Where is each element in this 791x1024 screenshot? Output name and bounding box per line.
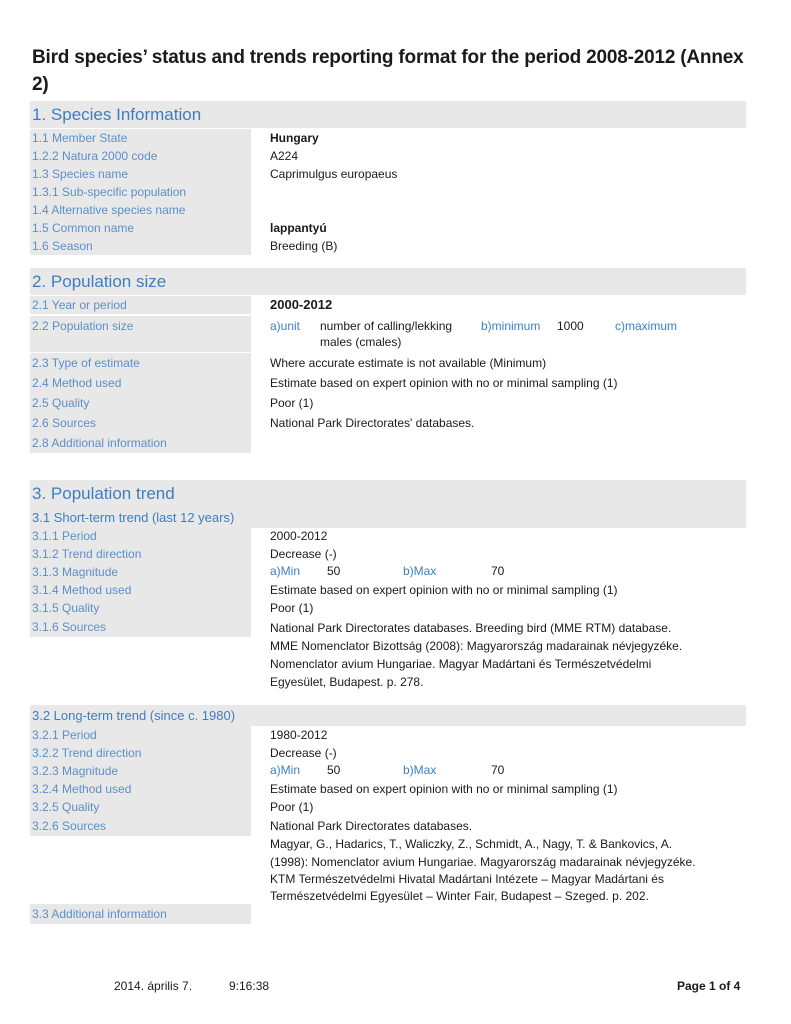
value-long-sources-line-5: Természetvédelmi Egyesület – Winter Fair, Budapest – Szeged. p. 202. (270, 889, 649, 903)
value-long-quality: Poor (1) (270, 800, 314, 814)
label-short-sources: 3.1.6 Sources (30, 617, 251, 637)
population-max-label: c)maximum (615, 319, 677, 333)
label-short-method-used: 3.1.4 Method used (30, 581, 251, 599)
label-season: 1.6 Season (30, 237, 251, 255)
long-magnitude-min-value: 50 (327, 763, 341, 777)
label-sources: 2.6 Sources (30, 413, 251, 433)
value-short-sources-line-2: MME Nomenclator Bizottság (2008): Magyarország madarainak névjegyzéke. (270, 639, 683, 653)
value-long-period: 1980-2012 (270, 728, 328, 742)
label-trend-additional-information: 3.3 Additional information (30, 904, 251, 924)
value-natura-code: A224 (270, 149, 299, 163)
label-species-name: 1.3 Species name (30, 165, 251, 183)
population-min-label: b)minimum (481, 319, 541, 333)
label-member-state: 1.1 Member State (30, 129, 251, 147)
value-short-sources-line-1: National Park Directorates databases. Breeding bird (MME RTM) database. (270, 621, 672, 635)
value-long-sources-line-3: (1998): Nomenclator avium Hungariae. Magyarország madarainak névjegyzéke. (270, 855, 696, 869)
label-short-period: 3.1.1 Period (30, 527, 251, 545)
value-short-method-used: Estimate based on expert opinion with no or minimal sampling (1) (270, 583, 618, 597)
value-short-trend-direction: Decrease (-) (270, 547, 337, 561)
label-short-magnitude: 3.1.3 Magnitude (30, 563, 251, 581)
value-type-of-estimate: Where accurate estimate is not available (Minimum) (270, 356, 547, 370)
label-subspecific-population: 1.3.1 Sub-specific population (30, 183, 251, 201)
value-long-method-used: Estimate based on expert opinion with no or minimal sampling (1) (270, 782, 618, 796)
short-magnitude-max-value: 70 (491, 564, 505, 578)
section-heading-population-trend: 3. Population trend (30, 480, 746, 507)
short-magnitude-max-label: b)Max (403, 564, 437, 578)
population-unit-label: a)unit (270, 319, 301, 333)
value-season: Breeding (B) (270, 239, 338, 253)
label-method-used: 2.4 Method used (30, 373, 251, 393)
footer-page-number: Page 1 of 4 (677, 979, 741, 993)
value-long-trend-direction: Decrease (-) (270, 746, 337, 760)
value-method-used: Estimate based on expert opinion with no or minimal sampling (1) (270, 376, 618, 390)
label-year-or-period: 2.1 Year or period (30, 296, 251, 314)
short-magnitude-min-value: 50 (327, 564, 341, 578)
label-long-quality: 3.2.5 Quality (30, 798, 251, 816)
population-unit-value-line2: males (cmales) (320, 335, 402, 349)
value-long-sources-line-2: Magyar, G., Hadarics, T., Waliczky, Z., Schmidt, A., Nagy, T. & Bankovics, A. (270, 837, 673, 851)
value-long-sources-line-4: KTM Természetvédelmi Hivatal Madártani Intézete – Magyar Madártani és (270, 872, 664, 886)
label-natura-code: 1.2.2 Natura 2000 code (30, 147, 251, 165)
section-heading-population-size: 2. Population size (30, 268, 746, 295)
value-short-sources-line-4: Egyesület, Budapest. p. 278. (270, 675, 424, 689)
long-magnitude-min-label: a)Min (270, 763, 301, 777)
value-long-sources-line-1: National Park Directorates databases. (270, 819, 473, 833)
footer-date: 2014. április 7. (114, 979, 193, 993)
population-unit-value-line1: number of calling/lekking (320, 319, 453, 333)
value-short-quality: Poor (1) (270, 601, 314, 615)
label-quality: 2.5 Quality (30, 393, 251, 413)
page-title: Bird species’ status and trends reporting format for the period 2008-2012 (Annex 2) (32, 47, 744, 95)
label-long-method-used: 3.2.4 Method used (30, 780, 251, 798)
value-year-or-period: 2000-2012 (270, 297, 333, 312)
population-min-value: 1000 (557, 319, 584, 333)
label-short-quality: 3.1.5 Quality (30, 599, 251, 617)
value-common-name: lappantyú (270, 221, 327, 235)
label-long-magnitude: 3.2.3 Magnitude (30, 762, 251, 780)
subsection-heading-long-term-trend: 3.2 Long-term trend (since c. 1980) (30, 705, 746, 726)
label-long-period: 3.2.1 Period (30, 726, 251, 744)
label-population-size: 2.2 Population size (30, 316, 251, 352)
value-sources: National Park Directorates' databases. (270, 416, 475, 430)
label-long-sources: 3.2.6 Sources (30, 816, 251, 836)
label-type-of-estimate: 2.3 Type of estimate (30, 353, 251, 373)
label-additional-information: 2.8 Additional information (30, 433, 251, 453)
value-short-period: 2000-2012 (270, 529, 328, 543)
label-common-name: 1.5 Common name (30, 219, 251, 237)
long-magnitude-max-value: 70 (491, 763, 505, 777)
label-long-trend-direction: 3.2.2 Trend direction (30, 744, 251, 762)
section-heading-species-information: 1. Species Information (30, 101, 746, 128)
label-alternative-species-name: 1.4 Alternative species name (30, 201, 251, 219)
value-short-sources-line-3: Nomenclator avium Hungariae. Magyar Madártani és Természetvédelmi (270, 657, 652, 671)
value-member-state: Hungary (270, 131, 319, 145)
value-quality: Poor (1) (270, 396, 314, 410)
long-magnitude-max-label: b)Max (403, 763, 437, 777)
value-species-name: Caprimulgus europaeus (270, 167, 398, 181)
short-magnitude-min-label: a)Min (270, 564, 301, 578)
label-short-trend-direction: 3.1.2 Trend direction (30, 545, 251, 563)
footer-time: 9:16:38 (229, 979, 270, 993)
subsection-heading-short-term-trend: 3.1 Short-term trend (last 12 years) (30, 507, 746, 528)
